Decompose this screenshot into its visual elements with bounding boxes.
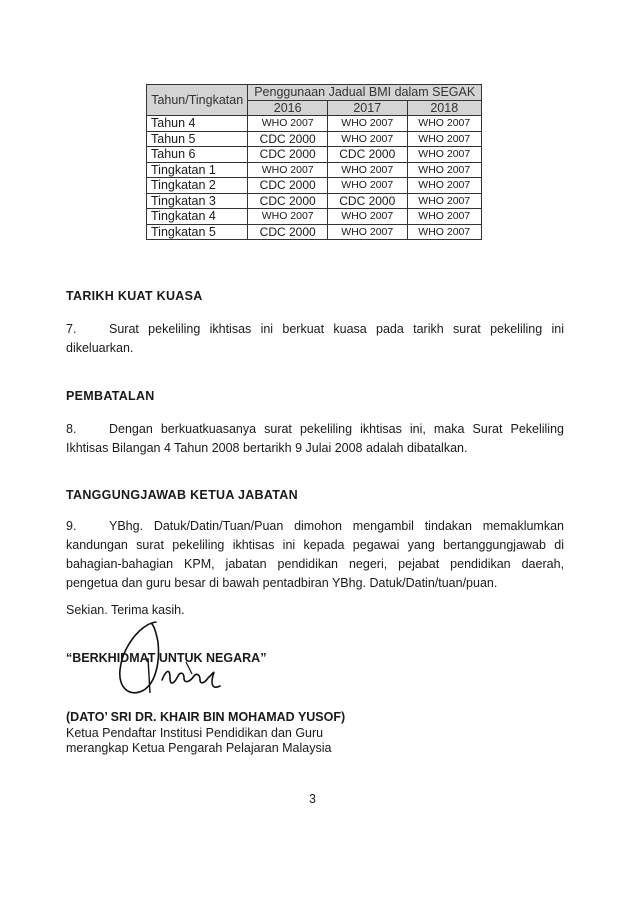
paragraph-9 xyxy=(66,517,564,593)
group-header: Penggunaan Jadual BMI dalam SEGAK xyxy=(248,85,482,101)
signature-image xyxy=(100,618,240,708)
signer-name: (DATO’ SRI DR. KHAIR BIN MOHAMAD YUSOF) xyxy=(66,710,346,724)
page-number: 3 xyxy=(309,792,316,806)
paragraph-number: 9. xyxy=(66,519,77,533)
paragraph-8 xyxy=(66,420,564,458)
table-cell: WHO 2007 xyxy=(327,178,407,194)
row-label: Tingkatan 3 xyxy=(147,193,248,209)
table-row xyxy=(147,209,482,225)
paragraph-text: Dengan berkuatkuasanya surat pekeliling ikhtisas ini, maka Surat Pekeliling Ikhtisas Bilangan 4 Tahun 2008 bertarikh 9 Julai 2008 adalah dibatalkan. xyxy=(66,422,564,455)
section-heading: PEMBATALAN xyxy=(66,389,155,403)
table-cell: CDC 2000 xyxy=(327,147,407,163)
bmi-table xyxy=(146,84,482,240)
table-cell: WHO 2007 xyxy=(248,209,328,225)
table-cell: WHO 2007 xyxy=(407,147,481,163)
table-cell: CDC 2000 xyxy=(248,193,328,209)
table-cell: WHO 2007 xyxy=(248,162,328,178)
table-cell: WHO 2007 xyxy=(407,209,481,225)
table-cell: CDC 2000 xyxy=(248,131,328,147)
table-cell: WHO 2007 xyxy=(248,116,328,132)
table-row xyxy=(147,193,482,209)
table-row xyxy=(147,147,482,163)
paragraph-text: YBhg. Datuk/Datin/Tuan/Puan dimohon mengambil tindakan memaklumkan kandungan surat pekeliling ikhtisas ini kepada pegawai yang bertanggungjawab di bahagian-bahagian KPM, jabatan pendidikan negeri, pejabat pendidikan daerah, pengetua dan guru besar di bawah pentadbiran YBhg. Datuk/Datin/tuan/puan. xyxy=(66,519,564,590)
row-label: Tahun 6 xyxy=(147,147,248,163)
table-cell: WHO 2007 xyxy=(407,224,481,240)
table-cell: CDC 2000 xyxy=(248,178,328,194)
slogan: “BERKHIDMAT UNTUK NEGARA” xyxy=(66,651,267,665)
signer-block xyxy=(66,710,345,757)
row-label: Tahun 4 xyxy=(147,116,248,132)
table-cell: WHO 2007 xyxy=(327,131,407,147)
signer-title: merangkap Ketua Pengarah Pelajaran Malaysia xyxy=(66,741,332,755)
row-label: Tahun 5 xyxy=(147,131,248,147)
table-row xyxy=(147,131,482,147)
signer-title: Ketua Pendaftar Institusi Pendidikan dan Guru xyxy=(66,725,324,740)
table-cell: WHO 2007 xyxy=(327,224,407,240)
year-header: 2017 xyxy=(327,100,407,116)
paragraph-text: Surat pekeliling ikhtisas ini berkuat kuasa pada tarikh surat pekeliling ini dikeluarkan. xyxy=(66,322,564,355)
row-label: Tingkatan 4 xyxy=(147,209,248,225)
closing-text: Sekian. Terima kasih. xyxy=(66,603,185,617)
paragraph-number: 8. xyxy=(66,422,77,436)
bmi-table-body xyxy=(147,116,482,240)
table-cell: WHO 2007 xyxy=(327,116,407,132)
table-cell: WHO 2007 xyxy=(407,131,481,147)
table-row xyxy=(147,224,482,240)
table-cell: WHO 2007 xyxy=(407,162,481,178)
section-heading: TARIKH KUAT KUASA xyxy=(66,289,203,303)
table-cell: CDC 2000 xyxy=(248,224,328,240)
year-header: 2018 xyxy=(407,100,481,116)
table-cell: CDC 2000 xyxy=(327,193,407,209)
row-label: Tingkatan 2 xyxy=(147,178,248,194)
row-label: Tingkatan 5 xyxy=(147,224,248,240)
row-label: Tingkatan 1 xyxy=(147,162,248,178)
paragraph-number: 7. xyxy=(66,322,77,336)
table-cell: WHO 2007 xyxy=(327,209,407,225)
year-header: 2016 xyxy=(248,100,328,116)
table-cell: WHO 2007 xyxy=(407,193,481,209)
table-row xyxy=(147,178,482,194)
table-cell: WHO 2007 xyxy=(327,162,407,178)
table-cell: WHO 2007 xyxy=(407,116,481,132)
section-heading: TANGGUNGJAWAB KETUA JABATAN xyxy=(66,488,298,502)
paragraph-7 xyxy=(66,320,564,358)
row-header: Tahun/Tingkatan xyxy=(147,85,248,116)
table-cell: CDC 2000 xyxy=(248,147,328,163)
table-row xyxy=(147,162,482,178)
table-cell: WHO 2007 xyxy=(407,178,481,194)
table-row xyxy=(147,116,482,132)
